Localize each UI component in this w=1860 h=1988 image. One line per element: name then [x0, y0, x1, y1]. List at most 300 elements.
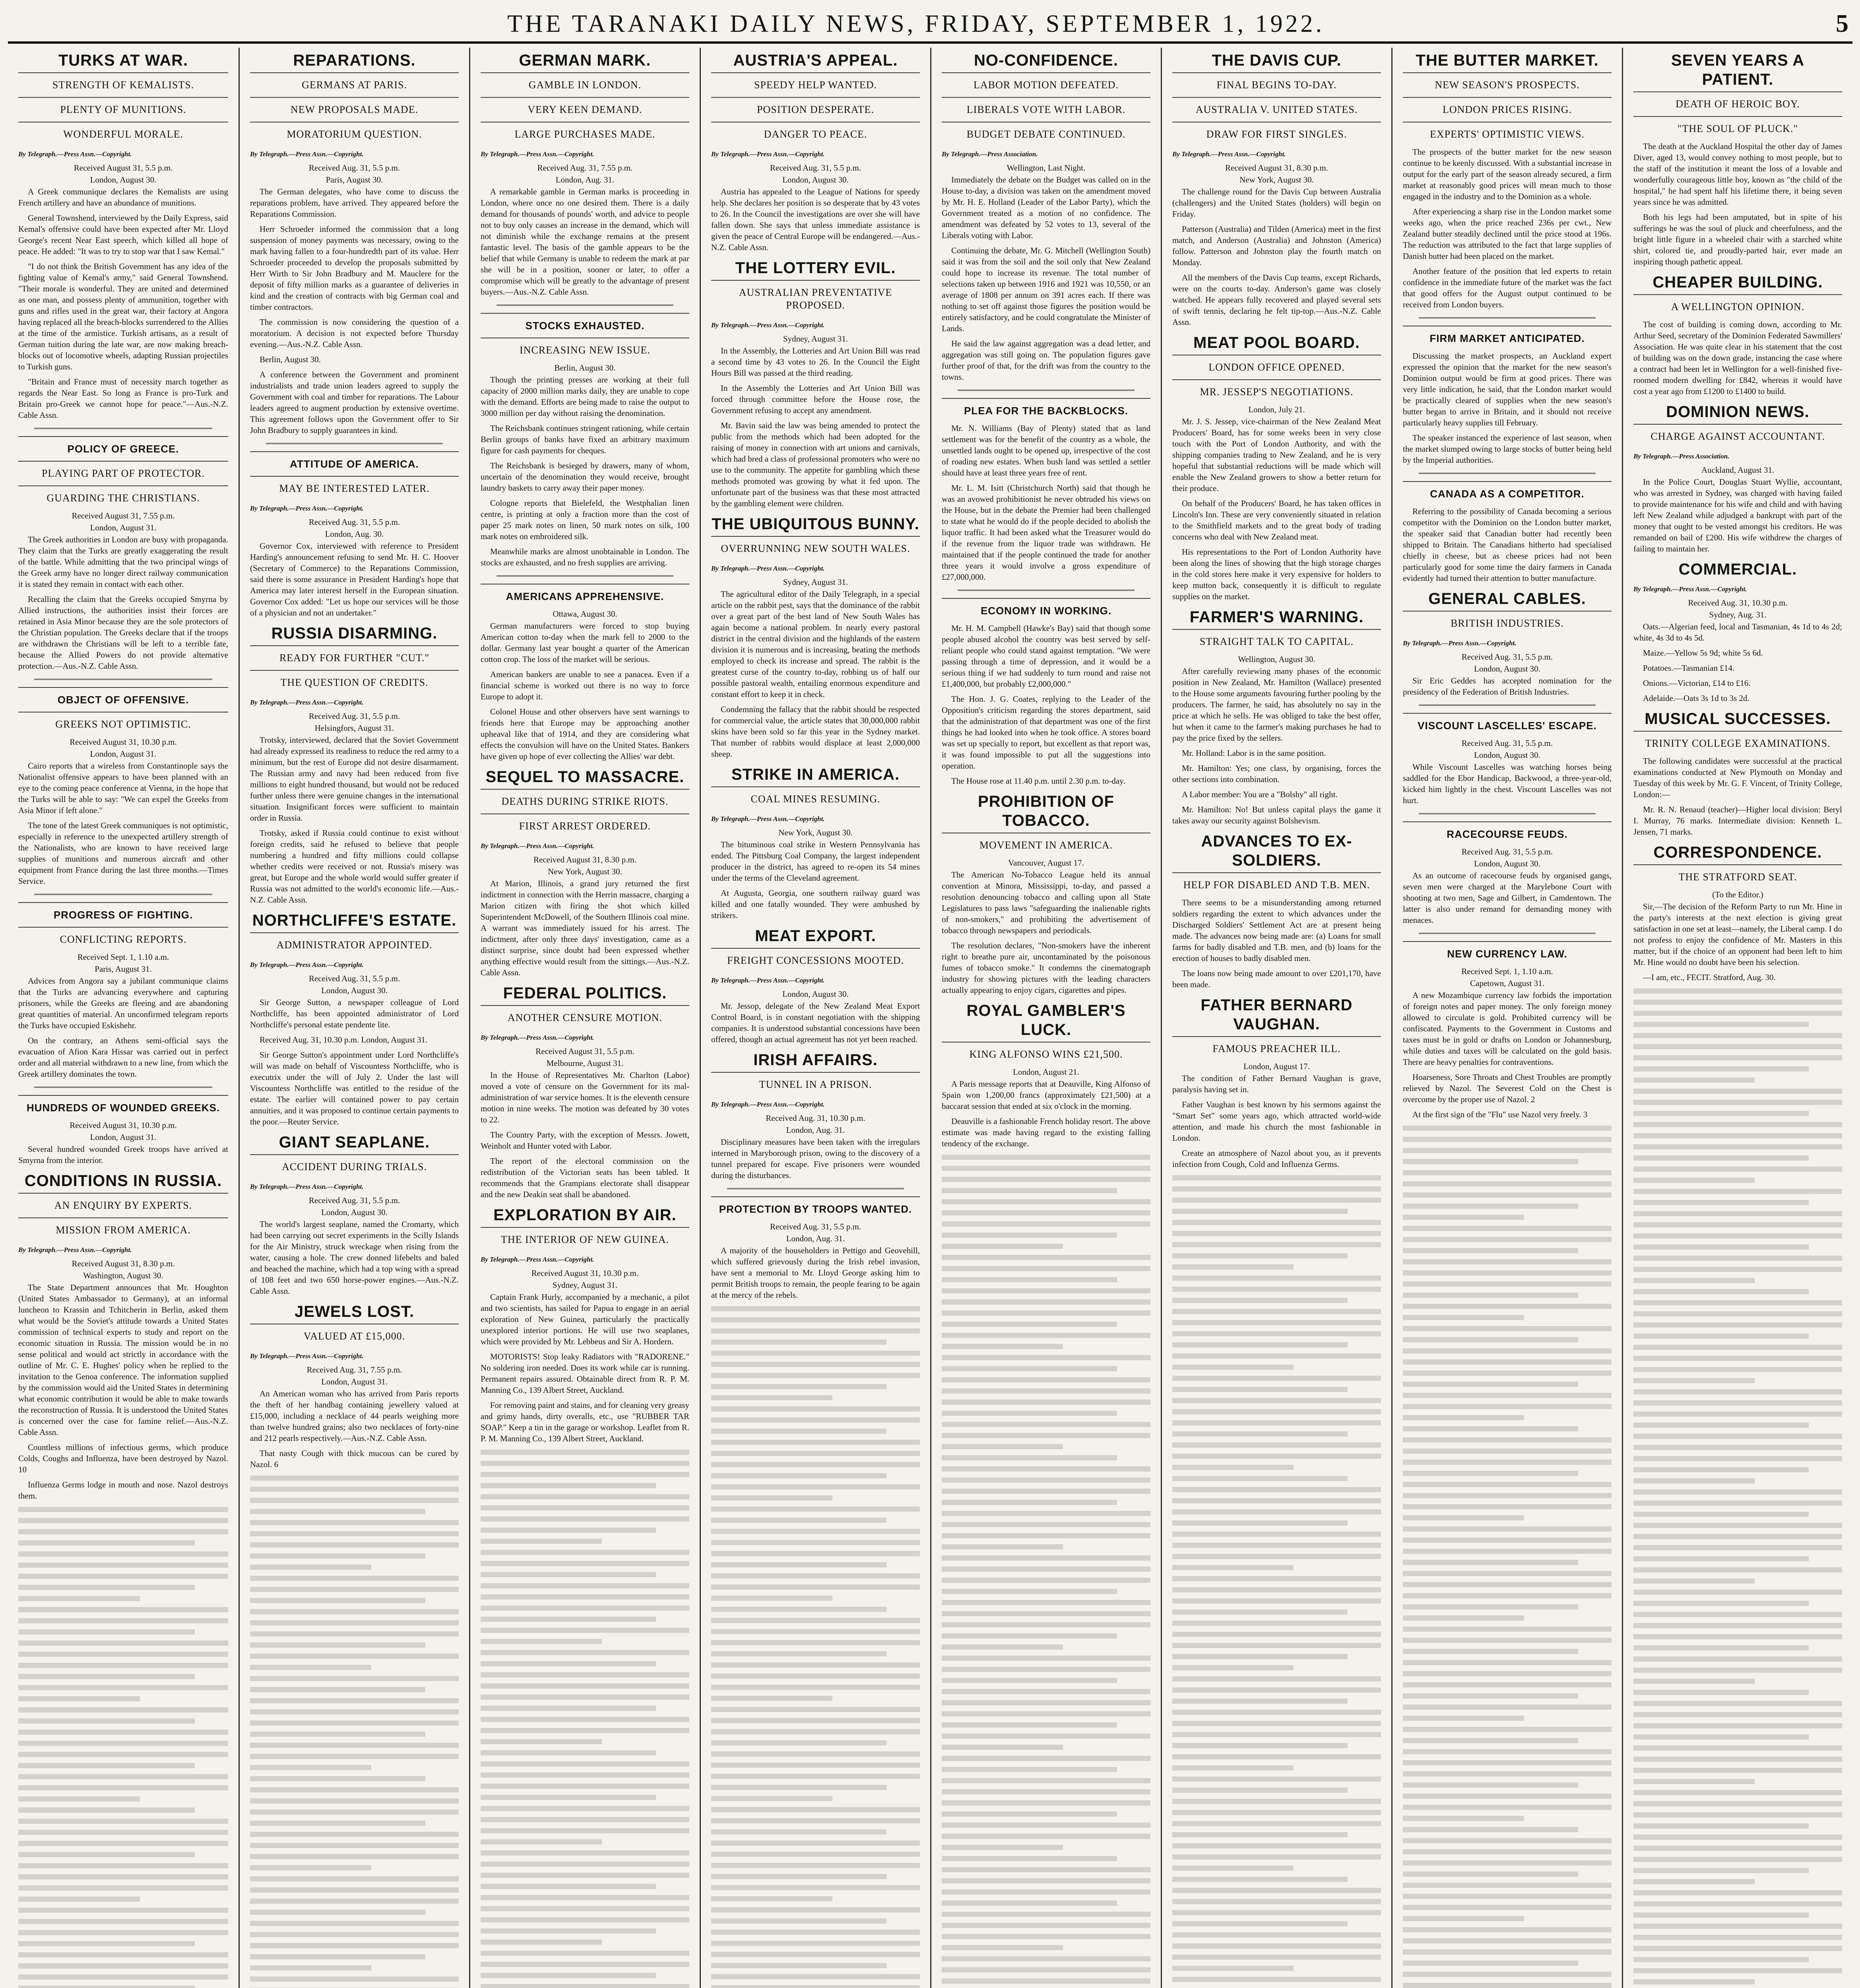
text-line: [250, 1654, 459, 1659]
paragraph: "I do not think the British Government has any idea of the fighting value of Kemal's army," said General Townshend. "Their morale is wonderful. They are united and determined as one man, and possess plenty of ammunition, together with guns and rifles used in the great war, their factory at Angora having replaced all the breach-blocks surrendered to the Allies at the time of the armistice. Turkish artisans, as a result of German tuition during the late war, are now making breach-blocks out of locomotive wheels, adapting Russian projectiles to Turkish guns.: [18, 262, 228, 371]
masthead: [8, 6, 1852, 44]
paragraph: The House rose at 11.40 p.m. until 2.30 p.m. to-day.: [951, 776, 1125, 786]
paragraph: Cairo reports that a wireless from Constantinople says the Nationalist offensive appears to have been planned with an eye to the coming peace conference at Vienna, in the hope that the Turks will be able to say: "We can expel the Greeks from Asia Minor if left alone.": [18, 761, 228, 815]
continued-text: [18, 1507, 228, 1988]
continued-text: [1403, 1126, 1612, 1988]
text-line: [1172, 1776, 1381, 1782]
text-line: [711, 1930, 920, 1935]
text-line: [942, 1366, 1117, 1371]
wire-credit: By Telegraph.—Press Assn.—Copyright.: [1633, 585, 1747, 593]
text-line: [1403, 1148, 1612, 1153]
text-line: [1633, 1233, 1842, 1239]
text-line: [250, 1520, 459, 1525]
text-line: [18, 1663, 228, 1668]
text-line: [711, 1328, 920, 1334]
continued-text: [250, 1475, 459, 1988]
article-body: [1403, 990, 1612, 1120]
article: [711, 258, 920, 509]
text-line: [18, 1752, 228, 1757]
news-column: [239, 48, 469, 1988]
dateline: London, August 17.: [1243, 1062, 1310, 1071]
text-line: [481, 1695, 689, 1700]
article: [1403, 589, 1612, 697]
article-subheading: TUNNEL IN A PRISON.: [711, 1072, 920, 1094]
text-line: [1403, 1137, 1612, 1142]
dateline: London, Aug. 31.: [786, 1234, 845, 1243]
article-headline: TURKS AT WAR.: [58, 52, 188, 69]
article-headline: CONDITIONS IN RUSSIA.: [24, 1172, 222, 1190]
text-line: [18, 1596, 140, 1601]
paragraph: Berlin, August 30.: [260, 355, 321, 364]
dateline: London, August 30.: [321, 1208, 388, 1217]
text-line: [1633, 1890, 1842, 1895]
dateline: Helsingfors, August 31.: [314, 723, 394, 733]
article: [942, 390, 1150, 582]
section-divider: [958, 390, 1135, 391]
paragraph: Another feature of the position that led experts to retain confidence in the immediate future of the market was the fact that good offers for the August output continued to be received from London buyers.: [1403, 266, 1612, 309]
paragraph: Maize.—Yellow 5s 9d; white 5s 6d.: [1643, 648, 1763, 658]
paragraph: The Country Party, with the exception of Messrs. Jowett, Weinholt and Hunter voted with Labor.: [481, 1130, 689, 1151]
dateline: London, August 31.: [90, 1132, 157, 1142]
text-line: [1172, 1353, 1381, 1359]
text-line: [18, 1640, 228, 1646]
text-line: [250, 1475, 459, 1481]
paragraph: Meanwhile marks are almost unobtainable in London. The stocks are exhausted, and no fresh supplies are arriving.: [481, 547, 689, 567]
text-line: [481, 1906, 689, 1911]
article: [1633, 709, 1842, 837]
text-line: [481, 1472, 689, 1477]
text-line: [1403, 1805, 1612, 1810]
text-line: [711, 1495, 832, 1501]
article-headline: SEVEN YEARS A PATIENT.: [1671, 52, 1805, 88]
text-line: [250, 1531, 459, 1536]
text-line: [711, 1406, 920, 1411]
dateline: Received Aug. 31, 5.5 p.m.: [1461, 652, 1553, 662]
text-line: [250, 1498, 459, 1503]
text-line: [1172, 1175, 1381, 1180]
text-line: [1403, 1538, 1612, 1543]
text-line: [942, 1878, 1150, 1883]
text-line: [1403, 1604, 1578, 1609]
dateline: Sydney, Aug. 31.: [1709, 610, 1767, 619]
text-line: [1633, 1879, 1755, 1884]
article-subheading: LONDON OFFICE OPENED.: [1172, 355, 1381, 377]
text-line: [1403, 1749, 1612, 1754]
article-subheading: OBJECT OF OFFENSIVE.: [18, 687, 228, 709]
text-line: [18, 1785, 228, 1790]
text-line: [481, 1706, 656, 1711]
text-line: [1172, 1821, 1381, 1826]
text-line: [18, 1607, 228, 1612]
article-subheading: PLENTY OF MUNITIONS.: [18, 97, 228, 119]
text-line: [1633, 1345, 1842, 1350]
text-line: [250, 1921, 459, 1926]
text-line: [942, 1611, 1150, 1616]
text-line: [711, 1384, 886, 1389]
article-subheading: ADMINISTRATOR APPOINTED.: [250, 932, 459, 955]
paragraph: Adelaide.—Oats 3s 1d to 3s 2d.: [1643, 693, 1749, 703]
article: [250, 443, 459, 618]
masthead-title: THE TARANAKI DAILY NEWS, FRIDAY, SEPTEMBER 1, 1922.: [507, 10, 1325, 37]
article: [1172, 333, 1381, 602]
text-line: [1172, 1621, 1381, 1626]
text-line: [711, 1974, 920, 1979]
paragraph: Received Aug. 31, 10.30 p.m. London, August 31.: [260, 1035, 428, 1044]
article-body: [942, 1078, 1150, 1149]
dateline: Received Aug. 31, 5.5 p.m.: [1461, 738, 1553, 748]
article: [1403, 317, 1612, 466]
article-headline: GERMAN MARK.: [519, 52, 651, 69]
article-headline: ROYAL GAMBLER'S LUCK.: [966, 1002, 1126, 1039]
text-line: [1172, 1342, 1348, 1347]
article-subheading: FIRST ARREST ORDERED.: [481, 813, 689, 836]
article-headline: AUSTRIA'S APPEAL.: [733, 52, 898, 69]
wire-credit: By Telegraph.—Press Assn.—Copyright.: [1172, 150, 1286, 158]
text-line: [481, 1594, 689, 1600]
text-line: [711, 1896, 832, 1901]
text-line: [1633, 1222, 1842, 1227]
text-line: [1633, 1167, 1842, 1172]
text-line: [942, 1444, 1063, 1449]
article-subheading: AMERICANS APPREHENSIVE.: [481, 584, 689, 606]
text-line: [711, 1907, 920, 1912]
text-line: [1633, 1334, 1809, 1339]
article-subheading: NEW SEASON'S PROSPECTS.: [1403, 72, 1612, 95]
article-body: [18, 1143, 228, 1166]
wire-credit: By Telegraph.—Press Assn.—Copyright.: [711, 977, 825, 984]
text-line: [18, 1897, 140, 1902]
article-headline: REPARATIONS.: [293, 52, 416, 69]
article: [481, 51, 689, 297]
article-subheading: FIRM MARKET ANTICIPATED.: [1403, 326, 1612, 348]
dateline: Received August 31, 8.30 p.m.: [1225, 163, 1328, 173]
text-line: [1172, 1409, 1381, 1414]
news-columns: [8, 48, 1852, 1988]
article-body: [942, 174, 1150, 382]
text-line: [711, 1963, 886, 1968]
text-line: [711, 1417, 920, 1423]
text-line: [1403, 1549, 1612, 1554]
text-line: [1403, 1448, 1612, 1454]
paragraph: A remarkable gamble in German marks is proceeding in London, where once no one desired them. There is a daily demand for thousands of pounds' worth, and advice to people not to buy only causes an increase in the demand, which will not diminish while the exchange remains at the present fantastic level. The basis of the gamble appears to be the belief that while Germany is unable to redeem the mark at par she will be in a position, sooner or later, to offer a compromise which will be greatly to the advantage of present buyers.—Aus.-N.Z. Cable Assn.: [481, 187, 689, 297]
text-line: [1403, 1682, 1612, 1687]
article-subheading: HUNDREDS OF WOUNDED GREEKS.: [18, 1095, 228, 1117]
dateline: Sydney, August 31.: [783, 577, 848, 587]
article: [1172, 608, 1381, 826]
text-line: [942, 1745, 1063, 1750]
article-body: [711, 1245, 920, 1301]
text-line: [1403, 1181, 1612, 1186]
text-line: [250, 1887, 459, 1893]
article: [250, 624, 459, 905]
text-line: [1172, 1309, 1381, 1314]
paragraph: The following candidates were successful at the practical examinations conducted at New Plymouth on Monday and Tuesday of this week by Mr. G. F. Vincent, of Trinity College, London:—: [1633, 756, 1842, 799]
text-line: [1633, 1634, 1842, 1639]
paragraph: Mr. Hamilton: Yes; one class, by organising, forces the other sections into combination.: [1172, 763, 1381, 784]
article-body: [711, 186, 920, 253]
article: [1403, 51, 1612, 310]
dateline: Received Aug. 31, 7.55 p.m.: [537, 163, 633, 173]
paragraph: Oats.—Algerian feed, local and Tasmanian, 4s 1d to 4s 2d; white, 4s 3d to 4s 5d.: [1633, 622, 1842, 643]
text-line: [711, 1829, 886, 1835]
article-subheading: HELP FOR DISABLED AND T.B. MEN.: [1172, 872, 1381, 895]
text-line: [1403, 1883, 1612, 1888]
text-line: [942, 1901, 1117, 1906]
article-headline: THE BUTTER MARKET.: [1416, 52, 1599, 69]
section-divider: [266, 443, 443, 444]
text-line: [1403, 1192, 1612, 1198]
text-line: [481, 1606, 689, 1611]
wire-credit: By Telegraph.—Press Assn.—Copyright.: [250, 150, 364, 158]
text-line: [1633, 1868, 1809, 1873]
text-line: [942, 1923, 1150, 1928]
text-line: [942, 1978, 1150, 1984]
article-subheading: VISCOUNT LASCELLES' ESCAPE.: [1403, 713, 1612, 735]
news-column: [1622, 48, 1852, 1988]
text-line: [481, 1561, 689, 1566]
text-line: [1633, 1901, 1842, 1906]
article-body: [18, 760, 228, 887]
text-line: [1633, 1812, 1842, 1817]
text-line: [1633, 1523, 1842, 1528]
article-headline: ADVANCES TO EX-SOLDIERS.: [1201, 833, 1352, 869]
text-line: [711, 1707, 920, 1712]
text-line: [1633, 1701, 1842, 1706]
text-line: [481, 1550, 689, 1555]
text-line: [1403, 1894, 1612, 1899]
text-line: [711, 1507, 920, 1512]
dateline: Received Aug. 31, 5.5 p.m.: [308, 711, 400, 721]
text-line: [1403, 1716, 1524, 1721]
text-line: [1633, 1445, 1842, 1450]
article: [1633, 51, 1842, 267]
text-line: [1172, 1532, 1381, 1537]
paragraph: Onions.—Victorian, £14 to £16.: [1643, 678, 1751, 688]
text-line: [1633, 1456, 1842, 1461]
text-line: [18, 1674, 195, 1679]
text-line: [711, 1751, 920, 1757]
text-line: [1172, 1365, 1294, 1370]
dateline: London, Aug. 30.: [325, 529, 384, 539]
text-line: [1172, 1932, 1381, 1938]
text-line: [942, 1778, 1150, 1783]
paragraph: MOTORISTS! Stop leaky Radiators with "RADORENE." No soldering iron needed. Does its work while car is running. Permanent repairs assured. Obtainable direct from R. P. M. Manning Co., 139 Albert Street, Auckland.: [481, 1352, 689, 1395]
text-line: [1403, 1660, 1612, 1665]
article: [481, 767, 689, 978]
dateline: Received Aug. 31, 5.5 p.m.: [308, 974, 400, 983]
article-body: [481, 186, 689, 297]
continued-text: [1172, 1175, 1381, 1988]
text-line: [1633, 1857, 1842, 1862]
text-line: [942, 1299, 1150, 1305]
paragraph: German manufacturers were forced to stop buying American cotton to-day when the mark fell to 2000 to the dollar. Germany last year bought a quarter of the American cotton crop. The loss of the market will be serious.: [481, 621, 689, 664]
text-line: [711, 1840, 920, 1846]
paragraph: The commission is now considering the question of a moratorium. A decision is not expected before Thursday evening.—Aus.-N.Z. Cable Assn.: [250, 317, 459, 349]
news-column: [469, 48, 700, 1988]
paragraph: Mr. Jessop, delegate of the New Zealand Meat Export Control Board, is in constant negotiation with the shipping companies. It is understood substantial concessions have been offered, though an actual agreement has not yet been reached.: [711, 1001, 920, 1044]
text-line: [18, 1974, 228, 1980]
paragraph: Herr Schroeder informed the commission that a long suspension of money payments was necessary, owing to the mark having fallen to a four-hundredth part of its value. Herr Schroeder proceeded to develop the proposals submitted by Herr Wirth to Sir John Bradbury and M. Mauclere for the deposit of fifty million marks as a guarantee of deliveries in kind and the creation of contracts with big German coal and timber contractors.: [250, 224, 459, 312]
text-line: [18, 1685, 228, 1690]
paragraph: Condemning the fallacy that the rabbit should be respected for commercial value, the article states that 30,000,000 rabbit skins have been sold so far this year in the Sydney market. That number of rabbits would displace at least 2,000,000 sheep.: [711, 705, 920, 759]
text-line: [250, 1865, 371, 1870]
text-line: [942, 1555, 1150, 1561]
text-line: [250, 1876, 459, 1881]
text-line: [1172, 1943, 1381, 1949]
article-subheading: CANADA AS A COMPETITOR.: [1403, 481, 1612, 503]
dateline: Received Sept. 1, 1.10 a.m.: [77, 952, 169, 962]
text-line: [18, 1963, 228, 1969]
text-line: [1172, 1810, 1381, 1815]
dateline: London, August 30.: [1474, 664, 1540, 674]
paragraph: In the Assembly the Lotteries and Art Union Bill was forced through committee before the House rose, the Government refusing to accept any amendment.: [711, 383, 920, 415]
article-subheading: VERY KEEN DEMAND.: [481, 97, 689, 119]
text-line: [481, 1917, 689, 1922]
article: [481, 984, 689, 1200]
article-subheading: SPEEDY HELP WANTED.: [711, 72, 920, 95]
dateline: London, Aug. 31.: [555, 175, 615, 184]
wire-credit: By Telegraph.—Press Assn.—Copyright.: [250, 1352, 364, 1360]
paragraph: "Britain and France must of necessity march together as regards the Near East. So long as France is pro-Turk and Britain pro-Greek we cannot hope for peace."—Aus.-N.Z. Cable Assn.: [18, 377, 228, 420]
article: [250, 51, 459, 436]
paragraph: The challenge round for the Davis Cup between Australia (challengers) and the United States (holders) will begin on Friday.: [1172, 187, 1381, 219]
text-line: [481, 1806, 689, 1811]
article-subheading: DRAW FOR FIRST SINGLES.: [1172, 122, 1381, 144]
dateline: New York, August 30.: [548, 867, 622, 876]
text-line: [481, 1516, 689, 1522]
text-line: [1403, 1359, 1612, 1365]
text-line: [1172, 1765, 1294, 1771]
text-line: [942, 1811, 1117, 1817]
text-line: [481, 1850, 689, 1856]
text-line: [1633, 1000, 1842, 1005]
text-line: [1172, 1732, 1381, 1737]
text-line: [942, 1889, 1150, 1895]
text-line: [1633, 1801, 1842, 1806]
paragraph: The death at the Auckland Hospital the other day of James Diver, aged 13, would convey nothing to most people, but to the staff of the institution it meant the loss of a lovable and wonderfully courageous little boy, known as "the child of the hospital," he had spent half his lifetime there, it being seven years since he was admitted.: [1633, 142, 1842, 207]
text-line: [250, 1609, 459, 1614]
article: [1633, 402, 1842, 554]
text-line: [711, 1484, 920, 1489]
dateline: Washington, August 30.: [83, 1271, 163, 1280]
text-line: [1403, 1426, 1578, 1431]
article: [18, 428, 228, 672]
text-line: [1172, 1498, 1381, 1503]
text-line: [711, 1373, 920, 1378]
text-line: [1172, 1832, 1348, 1837]
text-line: [1633, 1322, 1842, 1328]
article: [711, 1188, 920, 1301]
dateline: London, August 30.: [90, 175, 157, 184]
text-line: [711, 1763, 920, 1768]
text-line: [250, 1665, 371, 1670]
article-subheading: MORATORIUM QUESTION.: [250, 122, 459, 144]
article: [18, 1087, 228, 1166]
paragraph: Patterson (Australia) and Tilden (America) meet in the first match, and Anderson (Australia) and Johnston (America) follow. Patterson and Johnston play the fourth match on Monday.: [1172, 224, 1381, 267]
text-line: [1633, 1690, 1809, 1695]
text-line: [1172, 1899, 1381, 1904]
section-divider: [1419, 473, 1596, 474]
text-line: [1403, 1204, 1578, 1209]
article: [481, 305, 689, 568]
paragraph: A new Mozambique currency law forbids the importation of foreign notes and paper money. The only foreign money allowed to circulate is gold. Prohibited currency will be confiscated. Payments to the Government in Customs and taxes must be in gold or drafts on London or Johannesburg, while duties and taxes will be calculated on the gold basis. There are heavy penalties for contraventions.: [1403, 990, 1612, 1067]
text-line: [711, 1451, 920, 1456]
text-line: [942, 1934, 1150, 1939]
paragraph: Disciplinary measures have been taken with the irregulars interned in Maryborough prison, owing to the discovery of a tunnel prepared for escape. Five prisoners were wounded during the disturbances.: [711, 1137, 920, 1180]
text-line: [18, 1540, 195, 1545]
text-line: [942, 1233, 1117, 1238]
dateline: Paris, August 30.: [326, 175, 383, 184]
text-line: [481, 1951, 689, 1956]
article-body: [1403, 675, 1612, 697]
article-subheading: NEW CURRENCY LAW.: [1403, 941, 1612, 963]
text-line: [1633, 1790, 1842, 1795]
article: [481, 575, 689, 762]
text-line: [1633, 1723, 1842, 1728]
text-line: [1172, 1754, 1381, 1759]
article-subheading: ANOTHER CENSURE MOTION.: [481, 1005, 689, 1027]
news-column: [1161, 48, 1391, 1988]
article-body: [942, 869, 1150, 996]
text-line: [1172, 1687, 1381, 1693]
dateline: Received August 31, 7.55 p.m.: [72, 511, 175, 520]
text-line: [481, 1661, 656, 1666]
text-line: [1633, 1467, 1809, 1472]
text-line: [481, 1717, 689, 1722]
paragraph: In the House of Representatives Mr. Charlton (Labor) moved a vote of censure on the Government for its mal-administration of war service homes. It is the eleventh censure motion in nine weeks. The motion was defeated by 30 votes to 22.: [481, 1070, 689, 1124]
text-line: [942, 1967, 1150, 1972]
text-line: [711, 1863, 920, 1868]
text-line: [942, 1422, 1150, 1427]
text-line: [1633, 1244, 1809, 1250]
text-line: [1633, 1411, 1842, 1417]
text-line: [1403, 1727, 1612, 1732]
article: [250, 1133, 459, 1297]
article-headline: THE LOTTERY EVIL.: [735, 259, 896, 277]
text-line: [250, 1553, 425, 1559]
article-headline: EXPLORATION BY AIR.: [493, 1206, 677, 1224]
article-subheading: ECONOMY IN WORKING.: [942, 598, 1150, 620]
text-line: [1403, 1226, 1612, 1231]
text-line: [1172, 1587, 1381, 1592]
text-line: [711, 1985, 920, 1988]
article: [942, 1001, 1150, 1149]
text-line: [1633, 1200, 1809, 1205]
text-line: [18, 1863, 228, 1868]
article-subheading: DANGER TO PEACE.: [711, 122, 920, 144]
article-body: [250, 1219, 459, 1297]
paragraph: Austria has appealed to the League of Nations for speedy help. She declares her position is so desperate that by 43 votes to 26. In the Council the investigations are over she will have fallen down. She says that unless immediate assistance is given the peace of Central Europe will be endangered.—Aus.-N.Z. Cable Assn.: [711, 187, 920, 252]
text-line: [942, 1477, 1150, 1483]
paragraph: The condition of Father Bernard Vaughan is grave, paralysis having set in.: [1172, 1074, 1381, 1094]
dateline: London, August 21.: [1013, 1067, 1079, 1077]
text-line: [18, 1507, 228, 1512]
text-line: [1633, 1489, 1842, 1495]
paragraph: Captain Frank Hurly, accompanied by a mechanic, a pilot and two scientists, has sailed for Papua to engage in an aerial exploration of New Guinea, particularly the practically unexplored interior portions. He will use two seaplanes, which were provided by Mr. Lebbeus and Sir A. Hordern.: [481, 1292, 689, 1346]
text-line: [1403, 1827, 1578, 1832]
text-line: [250, 1576, 459, 1581]
article-headline: STRIKE IN AMERICA.: [731, 766, 900, 783]
text-line: [1403, 1515, 1524, 1520]
text-line: [942, 1789, 1150, 1794]
text-line: [1172, 1543, 1381, 1548]
paragraph: A Greek communique declares the Kemalists are using French artillery and have an abundance of munitions.: [18, 187, 228, 208]
section-divider: [1419, 705, 1596, 706]
paragraph: Sir Eric Geddes has accepted nomination for the presidency of the Federation of British Industries.: [1403, 676, 1612, 697]
text-line: [942, 1711, 1150, 1716]
text-line: [711, 1573, 920, 1578]
text-line: [1403, 1983, 1612, 1988]
